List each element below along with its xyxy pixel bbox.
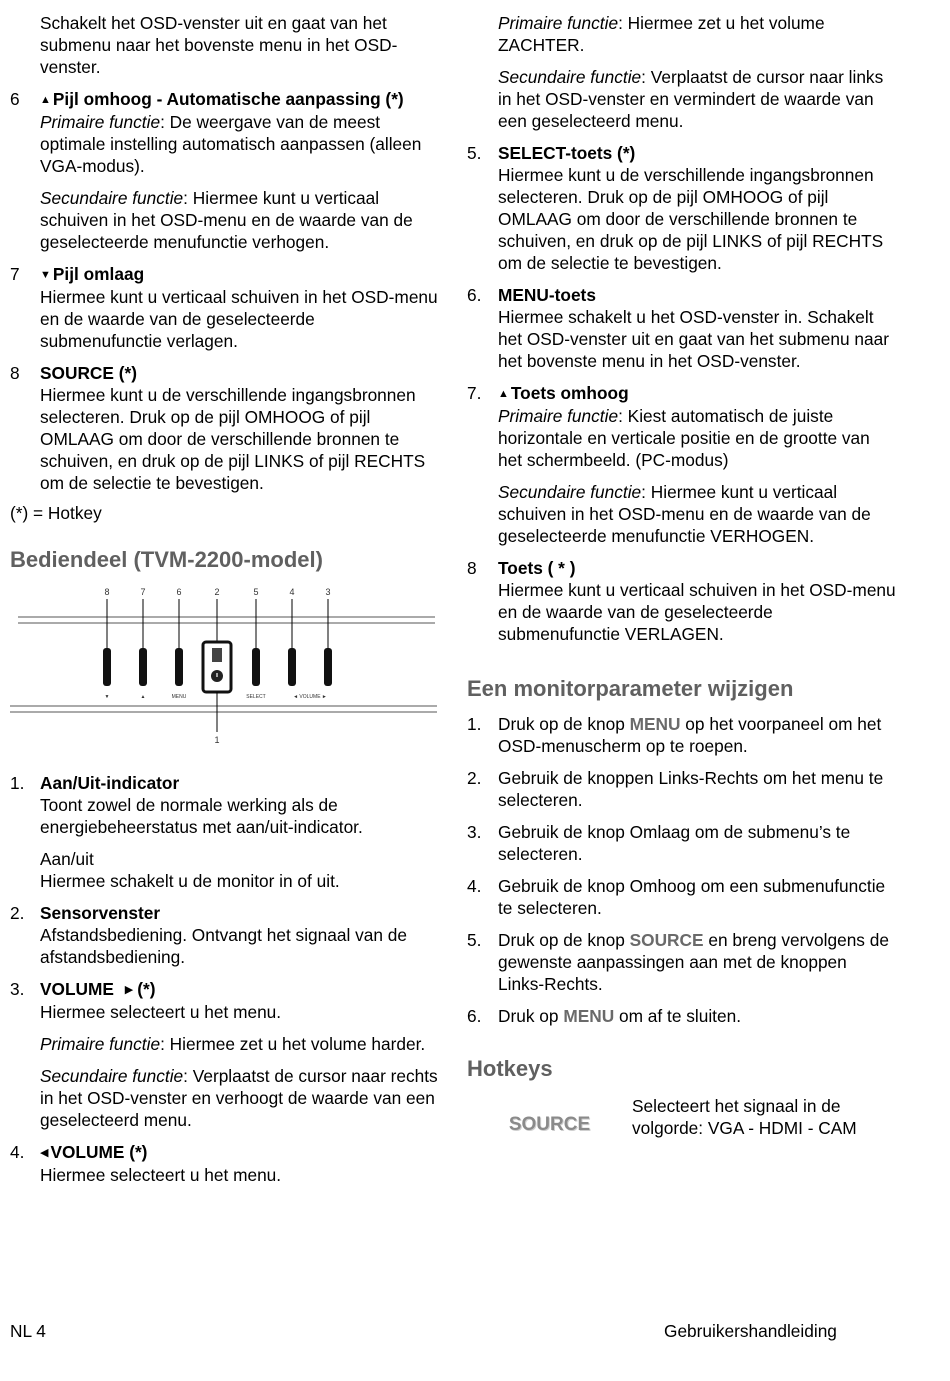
- label-menu: MENU: [171, 694, 187, 700]
- item-number: 7.: [467, 383, 482, 403]
- step-number: 5.: [467, 930, 482, 950]
- hotkey-description: Selecteert het signaal in de volgorde: VGA - HDMI - CAM: [632, 1096, 857, 1138]
- step-text-pre: Druk op de knop: [498, 930, 630, 950]
- section-title-bediendeel: Bediendeel (TVM-2200-model): [10, 547, 323, 572]
- footer-page-number: NL 4: [10, 1321, 46, 1341]
- step-number: 3.: [467, 822, 482, 842]
- diagram-label-1: 1: [214, 735, 220, 745]
- right-item-8: [467, 557, 897, 645]
- step-text-pre: Gebruik de knoppen Links-Rechts om het menu te selecteren.: [498, 768, 884, 810]
- section-title-hotkeys: Hotkeys: [467, 1056, 553, 1081]
- button-up[interactable]: [139, 648, 147, 686]
- item-subtext: Hiermee schakelt u de monitor in of uit.: [40, 871, 340, 891]
- item-number: 7: [10, 264, 20, 284]
- control-panel-diagram: [10, 582, 440, 752]
- step-3: [467, 821, 897, 865]
- button-volume-up[interactable]: [324, 648, 332, 686]
- volume-down-continued: [467, 12, 897, 132]
- item-number: 1.: [10, 773, 25, 793]
- secondary-text: : Verplaatst de cursor naar links in het OSD-venster en vermindert de waarde van een geselecteerd menu.: [498, 67, 884, 131]
- step-2: [467, 767, 897, 811]
- step-5: [467, 929, 897, 995]
- step-text-post: en breng vervolgens de gewenste aanpassingen aan met de knoppen Links-Rechts.: [498, 930, 889, 994]
- secondary-label: Secundaire functie: [40, 1066, 184, 1086]
- item-number: 6.: [467, 285, 482, 305]
- left-arrow-icon: ◀: [40, 1147, 49, 1159]
- item-text: Hiermee schakelt u het OSD-venster in. Schakelt het OSD-venster uit en gaat van het submenu naar het bovenste menu in het OSD-venster.: [498, 307, 889, 371]
- step-keyword: MENU: [563, 1006, 615, 1026]
- primary-label: Primaire functie: [40, 1034, 161, 1054]
- item-title: VOLUME (*): [50, 1142, 148, 1162]
- item-title: Toets ( * ): [498, 558, 576, 578]
- down-arrow-icon: ▼: [40, 269, 51, 281]
- item-number: 5.: [467, 143, 482, 163]
- sensor-window-icon: [212, 648, 222, 662]
- hotkey-note: (*) = Hotkey: [10, 503, 102, 523]
- intro-text: Schakelt het OSD-venster uit en gaat van het submenu naar het bovenste menu in het OSD-venster.: [40, 13, 398, 77]
- diagram-label-4: 4: [289, 587, 295, 597]
- diagram-label-8: 8: [104, 587, 110, 597]
- item-title: Pijl omlaag: [52, 264, 145, 284]
- button-select[interactable]: [252, 648, 260, 686]
- item-title: SOURCE (*): [40, 363, 137, 383]
- primary-text: : Hiermee zet u het volume harder.: [160, 1034, 426, 1054]
- step-text-pre: Druk op de knop: [498, 714, 630, 734]
- list-item-7: [10, 263, 440, 352]
- primary-text: : Hiermee zet u het volume ZACHTER.: [498, 13, 825, 55]
- step-text-post: om af te sluiten.: [614, 1006, 741, 1026]
- diagram-label-5: 5: [253, 587, 259, 597]
- item-title: VOLUME: [40, 979, 114, 999]
- step-1: [467, 713, 897, 757]
- item-title: Aan/Uit-indicator: [40, 773, 180, 793]
- hotkey-row: [467, 1095, 897, 1155]
- up-arrow-icon: ▲: [40, 94, 51, 106]
- primary-text: : De weergave van de meest optimale instelling automatisch aanpassen (alleen VGA-modus).: [40, 112, 422, 176]
- primary-label: Primaire functie: [40, 112, 161, 132]
- button-down[interactable]: [103, 648, 111, 686]
- right-column: [467, 12, 897, 1155]
- item-text: Hiermee selecteert u het menu.: [40, 1165, 282, 1185]
- secondary-label: Secundaire functie: [498, 67, 642, 87]
- step-text-pre: Gebruik de knop Omlaag om de submenu’s te selecteren.: [498, 822, 851, 864]
- secondary-text: : Hiermee kunt u verticaal schuiven in het OSD-menu en de waarde van de geselecteerde menufunctie VERHOGEN.: [498, 482, 871, 546]
- step-keyword: SOURCE: [629, 930, 704, 950]
- step-number: 2.: [467, 768, 482, 788]
- item-text: Hiermee kunt u verticaal schuiven in het OSD-menu en de waarde van de geselecteerde submenufunctie VERLAGEN.: [498, 580, 896, 644]
- item-text: Hiermee kunt u de verschillende ingangsbronnen selecteren. Druk op de pijl OMHOOG of pijl OMLAAG om door de verschillende bronnen te schuiven, en druk op de pijl LINKS of pijl RECHTS om de selectie te bevestigen.: [40, 385, 426, 493]
- primary-label: Primaire functie: [498, 406, 619, 426]
- item-number: 8: [467, 558, 477, 578]
- step-keyword: MENU: [629, 714, 681, 734]
- item-number: 6: [10, 89, 20, 109]
- right-item-7: [467, 382, 897, 547]
- control-item-2: [10, 902, 440, 968]
- item-subtitle: Aan/uit: [40, 849, 94, 869]
- step-text-pre: Gebruik de knop Omhoog om een submenufunctie te selecteren.: [498, 876, 886, 918]
- primary-label: Primaire functie: [498, 13, 619, 33]
- item-number: 2.: [10, 903, 25, 923]
- primary-text: : Kiest automatisch de juiste horizontale en verticale positie en de grootte van het schermbeeld. (PC-modus): [498, 406, 870, 470]
- item-text: Toont zowel de normale werking als de energiebeheerstatus met aan/uit-indicator.: [40, 795, 363, 837]
- step-number: 6.: [467, 1006, 482, 1026]
- right-item-6: [467, 284, 897, 372]
- section-title-monitorparameter: Een monitorparameter wijzigen: [467, 676, 794, 701]
- diagram-label-7: 7: [140, 587, 146, 597]
- control-item-4: [10, 1141, 440, 1186]
- button-menu[interactable]: [175, 648, 183, 686]
- item-number: 3.: [10, 979, 25, 999]
- step-number: 4.: [467, 876, 482, 896]
- right-item-5: [467, 142, 897, 274]
- item-text: Hiermee selecteert u het menu.: [40, 1002, 282, 1022]
- item-title: SELECT-toets (*): [498, 143, 636, 163]
- list-item-8: [10, 362, 440, 494]
- secondary-label: Secundaire functie: [498, 482, 642, 502]
- item-title: Toets omhoog: [510, 383, 629, 403]
- label-select: SELECT: [246, 694, 266, 700]
- secondary-text: : Hiermee kunt u verticaal schuiven in het OSD-menu en de waarde van de geselecteerde menufunctie verhogen.: [40, 188, 413, 252]
- step-6: [467, 1005, 897, 1027]
- item-text: Hiermee kunt u verticaal schuiven in het OSD-menu en de waarde van de geselecteerde submenufunctie verlagen.: [40, 287, 438, 351]
- diagram-label-2: 2: [214, 587, 220, 597]
- item-title: Sensorvenster: [40, 903, 161, 923]
- item-text: Afstandsbediening. Ontvangt het signaal van de afstandsbediening.: [40, 925, 408, 967]
- label-down-arrow: ▼: [104, 694, 110, 700]
- item-text: Hiermee kunt u de verschillende ingangsbronnen selecteren. Druk op de pijl OMHOOG of pijl OMLAAG om door de verschillende bronnen te schuiven, en druk op de pijl LINKS of pijl RECHTS om de selectie te bevestigen.: [498, 165, 884, 273]
- step-number: 1.: [467, 714, 482, 734]
- diagram-label-3: 3: [325, 587, 331, 597]
- footer-manual-title: Gebruikershandleiding: [664, 1321, 837, 1341]
- secondary-label: Secundaire functie: [40, 188, 184, 208]
- item-title: MENU-toets: [498, 285, 596, 305]
- diagram-label-6: 6: [176, 587, 182, 597]
- source-hotkey-logo: SOURCE: [508, 1114, 591, 1135]
- label-volume: ◄ VOLUME ►: [293, 694, 327, 700]
- control-item-3: [10, 978, 440, 1131]
- step-text-pre: Druk op: [498, 1006, 564, 1026]
- step-4: [467, 875, 897, 919]
- item-title: Pijl omhoog - Automatische aanpassing (*): [52, 89, 404, 109]
- step-text-post: op het voorpaneel om het OSD-menuscherm op te roepen.: [498, 714, 882, 756]
- item-number: 4.: [10, 1142, 25, 1162]
- item-title-suffix: (*): [137, 979, 156, 999]
- list-item-6: [10, 88, 440, 253]
- left-column: [10, 12, 440, 1196]
- control-item-1: [10, 772, 440, 892]
- button-volume-down[interactable]: [288, 648, 296, 686]
- right-arrow-icon: ▶: [124, 984, 134, 996]
- secondary-text: : Verplaatst de cursor naar rechts in het OSD-venster en verhoogt de waarde van een geselecteerd menu.: [40, 1066, 438, 1130]
- up-arrow-icon: ▲: [498, 388, 509, 400]
- label-up-arrow: ▲: [140, 694, 146, 700]
- item-number: 8: [10, 363, 20, 383]
